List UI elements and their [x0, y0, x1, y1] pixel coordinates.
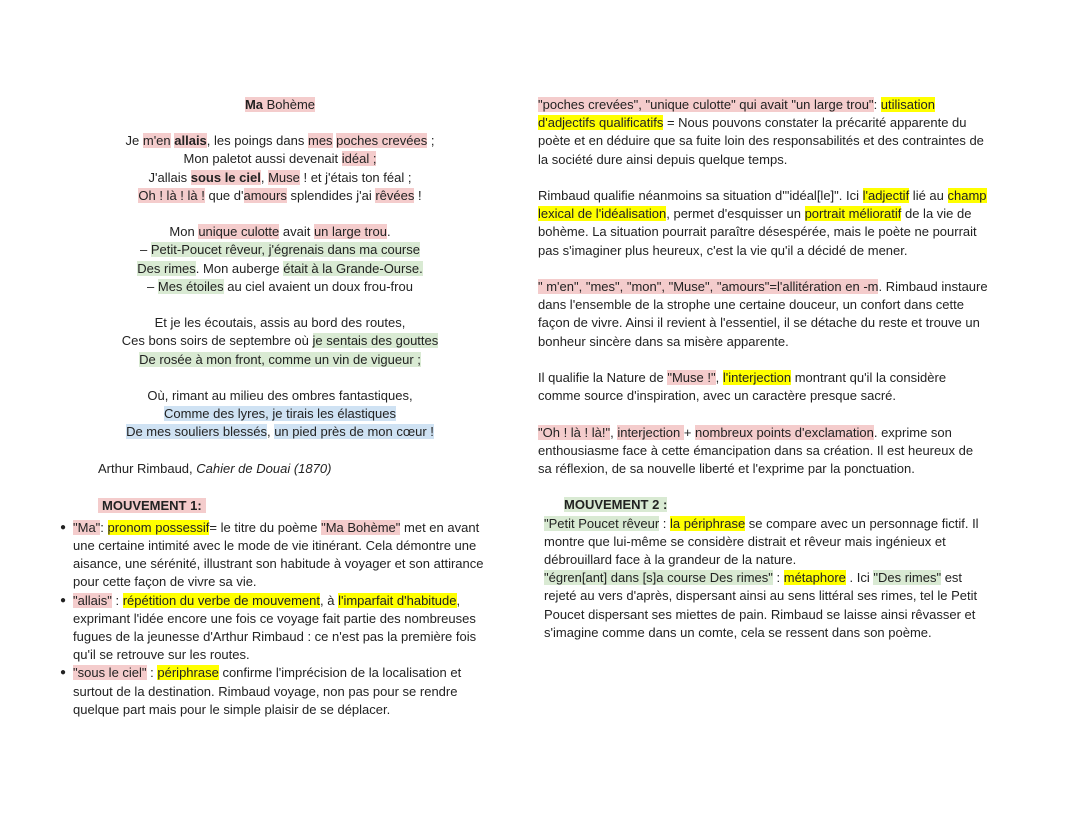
- text-span: Ces bons soirs de septembre où: [121, 333, 313, 349]
- verse-line: [60, 223, 500, 241]
- text-span: je sentais des gouttes: [312, 333, 439, 349]
- text-span: Des rimes: [137, 260, 196, 276]
- text-span: :: [146, 665, 158, 681]
- text-span: . Mon auberge: [195, 260, 284, 276]
- text-span: –: [140, 242, 151, 258]
- text-span: portrait mélioratif: [804, 206, 902, 222]
- text-span: ! et j'étais ton féal ;: [299, 169, 412, 185]
- verse-line: Et je les écoutais, assis au bord des routes,: [154, 315, 406, 331]
- text-span: Mes étoiles: [157, 278, 224, 294]
- text-span: "Des rimes": [873, 570, 942, 586]
- text-span: Mon: [169, 224, 199, 240]
- section-heading-mouvement-2: [564, 496, 988, 514]
- text-span: –: [147, 278, 158, 294]
- text-span: sous le ciel: [190, 169, 261, 185]
- text-span: amours: [243, 187, 287, 203]
- text-span: splendides j'ai: [286, 187, 376, 203]
- text-span: idéal ;: [341, 151, 377, 167]
- poem-title: [60, 96, 500, 114]
- verse-line: Où, rimant au milieu des ombres fantastiques,: [147, 388, 413, 403]
- text-span: pronom possessif: [107, 519, 210, 535]
- verse-line: [60, 260, 500, 278]
- text-span: Bohème: [263, 97, 316, 112]
- text-span: Comme des lyres, je tirais les élastiques: [164, 406, 396, 422]
- analysis-paragraph: [538, 424, 988, 479]
- text-span: , exprimant l'idée encore une fois ce voyage fait partie des nombreuses fugues de la jeunesse d'Arthur Rimbaud : ce n'est pas la première fois qu'il se retrouve sur les routes.: [73, 592, 477, 663]
- text-span: rêvées: [375, 187, 415, 203]
- text-span: utilisation d'adjectifs qualificatifs: [538, 97, 935, 131]
- text-span: Muse: [268, 169, 300, 185]
- text-span: montrant qu'il la considère comme source d'inspiration, avec un caractère presque sacré.: [538, 370, 947, 404]
- text-span: ,: [610, 424, 618, 440]
- text-span: Arthur Rimbaud,: [98, 460, 197, 476]
- text-span: Je: [125, 133, 143, 149]
- verse-line: [60, 150, 500, 168]
- text-span: Ma: [244, 97, 263, 112]
- text-span: ,: [715, 370, 723, 385]
- text-span: !: [414, 187, 422, 203]
- text-span: mes: [307, 133, 333, 149]
- verse-line: [60, 132, 500, 150]
- text-span: Petit-Poucet rêveur, j'égrenais dans ma course: [150, 242, 420, 258]
- analysis-paragraph: [538, 369, 988, 405]
- text-span: De rosée à mon front, comme un vin de vigueur ;: [139, 351, 421, 367]
- text-span: "sous le ciel": [73, 665, 147, 681]
- text-span: :: [772, 570, 784, 586]
- text-span: = Nous pouvons constater la précarité apparente du poète et en déduire que sa fuite loin des responsabilités et des contraintes de la société dure ainsi depuis quelque temps.: [538, 115, 984, 167]
- verse-line: [60, 423, 500, 441]
- text-span: Cahier de Douai (1870): [196, 460, 332, 476]
- text-span: +: [683, 424, 696, 440]
- text-span: :: [111, 592, 123, 608]
- analysis-paragraph: [538, 96, 988, 169]
- text-span: Rimbaud qualifie néanmoins sa situation d'"idéal[le]". Ici: [538, 188, 863, 203]
- text-span: "allais": [73, 592, 112, 608]
- text-span: "Muse !": [667, 370, 716, 385]
- text-span: unique culotte: [198, 224, 280, 240]
- stanza-2: [60, 223, 500, 296]
- text-span: un pied près de mon cœur !: [274, 424, 434, 440]
- text-span: " m'en", "mes", "mon", "Muse", "amours": [538, 279, 770, 294]
- text-span: interjection: [617, 424, 684, 440]
- text-span: l'adjectif: [862, 188, 910, 203]
- stanza-4: [60, 387, 500, 442]
- text-span: "Petit Poucet rêveur: [544, 515, 660, 531]
- verse-line: [60, 187, 500, 205]
- text-span: Il qualifie la Nature de: [538, 370, 668, 385]
- text-span: poches crevées: [336, 133, 428, 149]
- text-span: ,: [260, 169, 269, 185]
- verse-line: [60, 169, 500, 187]
- text-span: ;: [427, 133, 435, 149]
- text-span: met en avant une certaine intimité avec le mode de vie itinérant. Cela démontre une aisance, une sérénité, illustrant son habitude à voyager et son attirance pour cette façon de vivre sa vie.: [73, 519, 484, 590]
- text-span: l'interjection: [722, 370, 792, 385]
- notes-list: [60, 519, 500, 719]
- text-span: .: [386, 224, 391, 240]
- text-span: confirme l'imprécision de la localisation et surtout de la destination. Rimbaud voyage, non pas pour se rendre quelque part mais pour le simple plaisir de se déplacer.: [73, 665, 462, 717]
- left-column: [60, 96, 500, 719]
- analysis-paragraph: [544, 515, 988, 570]
- text-span: "poches crevées", "unique culotte" qui avait "un large trou": [538, 97, 874, 112]
- text-span: MOUVEMENT 1:: [98, 498, 206, 513]
- text-span: =: [769, 279, 778, 294]
- verse-line: [60, 405, 500, 423]
- text-span: allais: [174, 133, 207, 149]
- verse-line: [60, 332, 500, 350]
- text-span: champ lexical de l'idéalisation: [538, 188, 987, 222]
- text-span: "Ma Bohème": [321, 519, 401, 535]
- text-span: la périphrase: [670, 515, 746, 531]
- poem: [60, 96, 500, 442]
- text-span: répétition du verbe de mouvement: [122, 592, 320, 608]
- text-span: . Ici: [845, 570, 874, 586]
- text-span: MOUVEMENT 2 :: [564, 497, 668, 513]
- text-span: . Rimbaud instaure dans l'ensemble de la strophe une certaine douceur, un confort dans cette façon de vivre. Ainsi il revient à l'essentiel, il se détache du reste et trouve un bonheur sincère dans sa misère apparente.: [538, 279, 988, 349]
- analysis-paragraph: [538, 278, 988, 351]
- text-span: "Ma": [73, 519, 101, 535]
- text-span: :: [873, 97, 881, 112]
- text-span: un large trou: [313, 224, 387, 240]
- verse-line: [60, 278, 500, 296]
- text-span: l'imparfait d'habitude: [338, 592, 457, 608]
- text-span: , les poings dans: [206, 133, 308, 149]
- text-span: :: [659, 515, 671, 531]
- poem-author: [98, 460, 500, 478]
- text-span: "Oh ! là ! là!": [538, 424, 611, 440]
- text-span: Mon paletot aussi devenait: [183, 151, 342, 167]
- analysis-paragraph: [538, 187, 988, 260]
- text-span: était à la Grande-Ourse.: [283, 260, 423, 276]
- text-span: m'en: [142, 133, 171, 149]
- text-span: De mes souliers blessés: [126, 424, 267, 440]
- text-span: J'allais: [148, 169, 191, 185]
- analysis-paragraph: [544, 569, 988, 642]
- text-span: :: [100, 519, 108, 535]
- text-span: , à: [320, 592, 339, 608]
- text-span: métaphore: [783, 570, 846, 586]
- list-item: [73, 519, 500, 592]
- text-span: ,: [266, 424, 275, 440]
- section-heading-mouvement-1: [98, 498, 500, 513]
- text-span: nombreux points d'exclamation: [695, 424, 874, 440]
- text-span: Oh ! là ! là !: [138, 187, 205, 203]
- text-span: . exprime son enthousiasme face à cette émancipation dans sa création. Il est heureux de sa réflexion, de sa nouvelle liberté et l'exprime par la ponctuation.: [538, 424, 974, 476]
- text-span: "égren[ant] dans [s]a course Des rimes": [544, 570, 773, 586]
- text-span: l'allitération en -m: [777, 279, 879, 294]
- text-span: avait: [279, 224, 314, 240]
- text-span: lié au: [909, 188, 948, 203]
- text-span: que d': [204, 187, 244, 203]
- verse-line: [60, 351, 500, 369]
- right-column: [538, 96, 988, 642]
- text-span: , permet d'esquisser un: [666, 206, 805, 222]
- list-item: [73, 592, 500, 665]
- list-item: [73, 664, 500, 719]
- text-span: périphrase: [157, 665, 219, 681]
- stanza-1: [60, 132, 500, 205]
- text-span: est rejeté au vers d'après, dispersant ainsi au sens littéral ses rimes, tel le Petit Poucet dispersant ses miettes de pain. Rimbaud se laisse ainsi rêvasser et s'imagine comme dans un comte, cela se ressent dans son poème.: [544, 570, 978, 640]
- text-span: de la vie de bohème. La situation pourrait paraître désespérée, mais le poète ne pourrait pas s'imaginer plus heureux, c'est la vie qu'il a décidé de mener.: [538, 206, 977, 258]
- text-span: se compare avec un personnage fictif. Il montre que lui-même se considère distrait et rêveur mais ingénieux et débrouillard face à la grandeur de la nature.: [544, 515, 979, 567]
- stanza-3: [60, 314, 500, 369]
- verse-line: [60, 241, 500, 259]
- text-span: = le titre du poème: [209, 519, 322, 535]
- text-span: au ciel avaient un doux frou-frou: [223, 278, 413, 294]
